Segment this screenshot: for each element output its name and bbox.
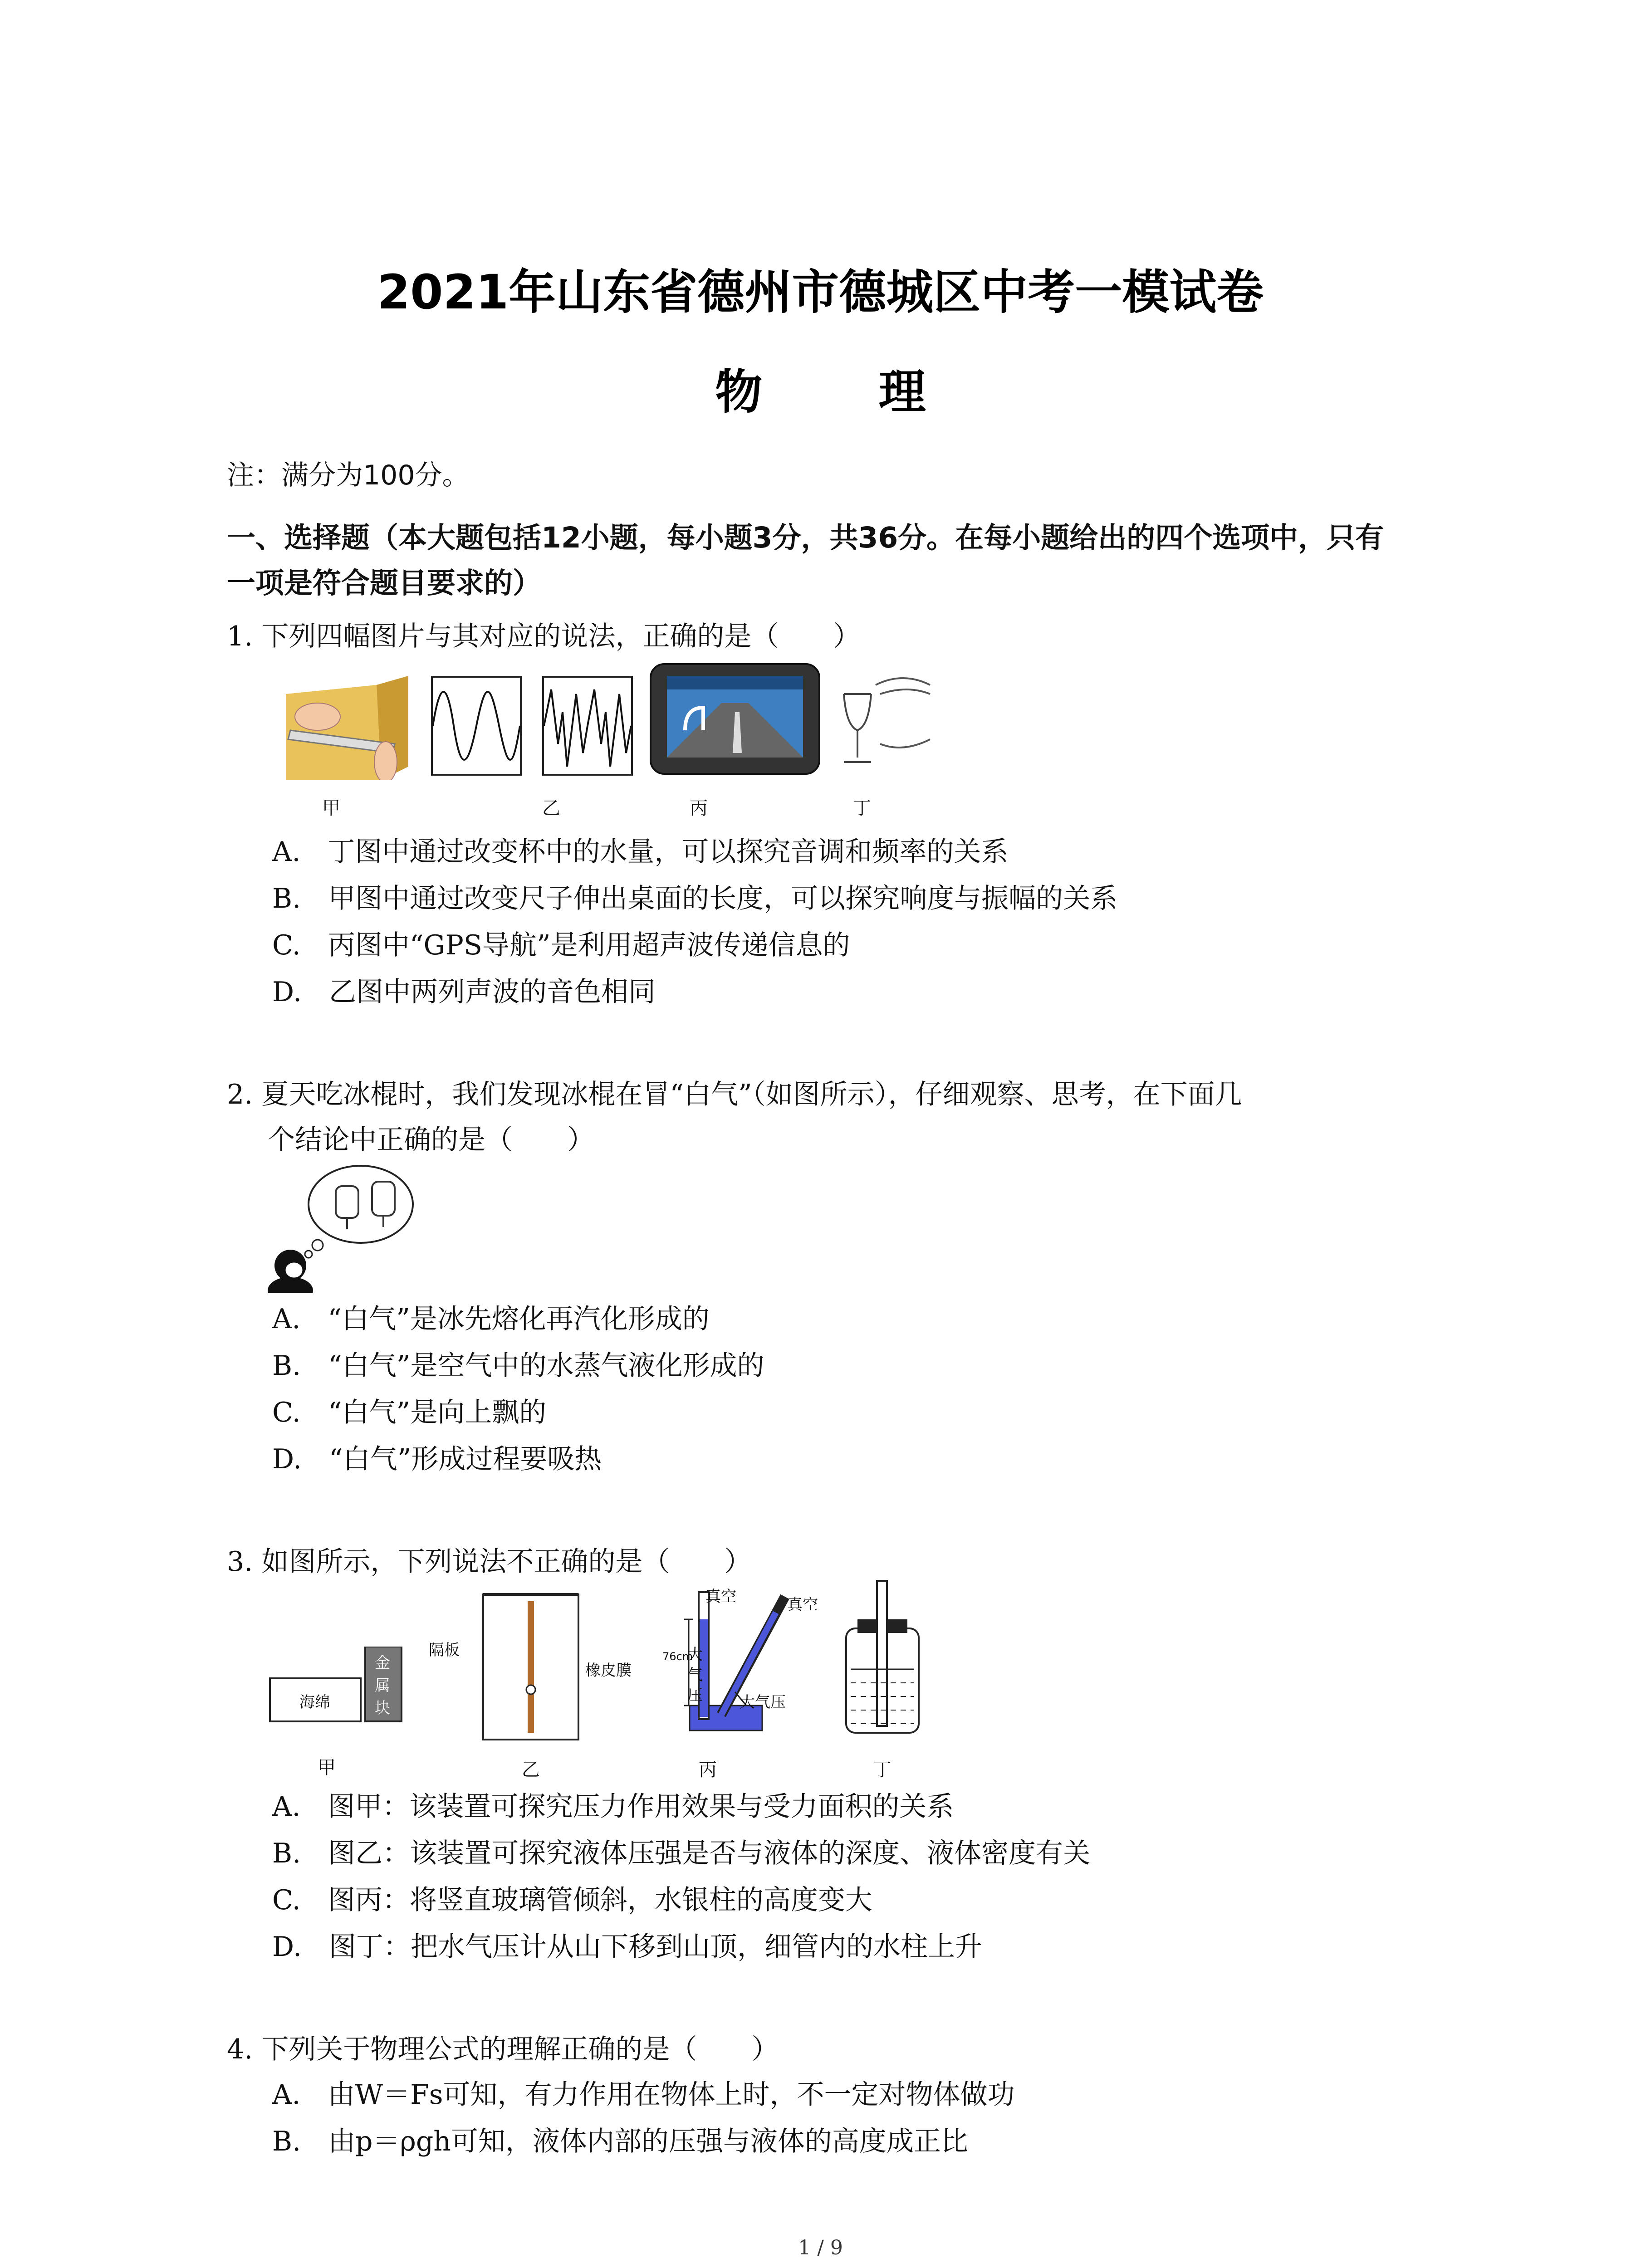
question-1-figure — [286, 662, 935, 821]
score-note: 注：满分为100分。 — [227, 459, 470, 491]
question-2-stem: 2. 夏天吃冰棍时，我们发现冰棍在冒“白气”（如图所示），仔细观察、思考，在下面几 — [227, 1079, 1242, 1110]
partition-container-diagram — [479, 1592, 583, 1742]
ice-pop-thinking-image — [268, 1161, 417, 1293]
waveform-2-image — [542, 676, 633, 776]
question-3-stem: 3. 如图所示，下列说法不正确的是（ ） — [227, 1546, 752, 1578]
caption-q3-bing: 丙 — [699, 1760, 717, 1780]
label-metal-2: 属 — [375, 1677, 390, 1695]
q4-option-a: A. 由W＝Fs可知，有力作用在物体上时，不一定对物体做功 — [272, 2079, 1015, 2111]
q3-option-a: A. 图甲：该装置可探究压力作用效果与受力面积的关系 — [272, 1791, 954, 1823]
q3-option-b: B. 图乙：该装置可探究液体压强是否与液体的深度、液体密度有关 — [272, 1838, 1091, 1869]
question-1-stem: 1. 下列四幅图片与其对应的说法，正确的是（ ） — [227, 621, 861, 652]
page-number: 1 / 9 — [798, 2236, 843, 2259]
q1-option-a: A. 丁图中通过改变杯中的水量，可以探究音调和频率的关系 — [272, 836, 1009, 868]
label-metal-1: 金 — [375, 1654, 390, 1672]
label-76cm: 76cm — [662, 1650, 693, 1663]
question-2-stem-cont: 个结论中正确的是（ ） — [268, 1124, 594, 1156]
section-heading-line2: 一项是符合题目要求的） — [227, 567, 541, 600]
label-partition: 隔板 — [429, 1641, 460, 1659]
label-sponge: 海绵 — [299, 1693, 330, 1711]
q2-option-b: B. “白气”是空气中的水蒸气液化形成的 — [272, 1350, 764, 1382]
q4-option-b: B. 由p＝ρgh可知，液体内部的压强与液体的高度成正比 — [272, 2126, 968, 2157]
q2-option-a: A. “白气”是冰先熔化再汽化形成的 — [272, 1303, 710, 1335]
section-heading-line1: 一、选择题（本大题包括12小题，每小题3分，共36分。在每小题给出的四个选项中，只有 — [227, 521, 1384, 554]
label-membrane: 橡皮膜 — [585, 1662, 632, 1680]
caption-q3-ding: 丁 — [873, 1760, 892, 1780]
caption-q3-yi: 乙 — [522, 1760, 540, 1780]
wine-glass-image — [826, 667, 935, 776]
q1-option-c: C. 丙图中“GPS导航”是利用超声波传递信息的 — [272, 929, 850, 961]
exam-title: 2021年山东省德州市德城区中考一模试卷 — [377, 264, 1264, 320]
subject-title: 物 理 — [715, 364, 976, 420]
caption-q3-jia: 甲 — [318, 1757, 336, 1778]
label-vacuum-2: 真空 — [787, 1596, 818, 1614]
q2-option-d: D. “白气”形成过程要吸热 — [272, 1443, 602, 1475]
label-vacuum-1: 真空 — [705, 1588, 736, 1606]
gps-navigator-image — [649, 662, 821, 776]
caption-jia: 甲 — [322, 798, 340, 819]
question-4-stem: 4. 下列关于物理公式的理解正确的是（ ） — [227, 2033, 779, 2065]
caption-ding: 丁 — [853, 798, 871, 819]
caption-bing: 丙 — [690, 798, 708, 819]
q3-option-c: C. 图丙：将竖直玻璃管倾斜，水银柱的高度变大 — [272, 1884, 872, 1916]
barometer-bottle-diagram — [842, 1579, 923, 1737]
ruler-table-image — [286, 676, 408, 780]
q1-option-d: D. 乙图中两列声波的音色相同 — [272, 976, 656, 1008]
caption-yi: 乙 — [542, 798, 560, 819]
label-metal-3: 块 — [375, 1699, 390, 1717]
label-atm-v3: 压 — [687, 1686, 703, 1705]
q2-option-c: C. “白气”是向上飘的 — [272, 1397, 547, 1428]
waveform-1-image — [431, 676, 522, 776]
label-atm-v1: 大 — [687, 1646, 703, 1664]
q1-option-b: B. 甲图中通过改变尺子伸出桌面的长度，可以探究响度与振幅的关系 — [272, 883, 1118, 914]
label-atm: 大气压 — [740, 1693, 786, 1711]
label-atm-v2: 气 — [687, 1666, 703, 1684]
q3-option-d: D. 图丁：把水气压计从山下移到山顶，细管内的水柱上升 — [272, 1931, 983, 1963]
question-3-figure — [268, 1579, 926, 1783]
